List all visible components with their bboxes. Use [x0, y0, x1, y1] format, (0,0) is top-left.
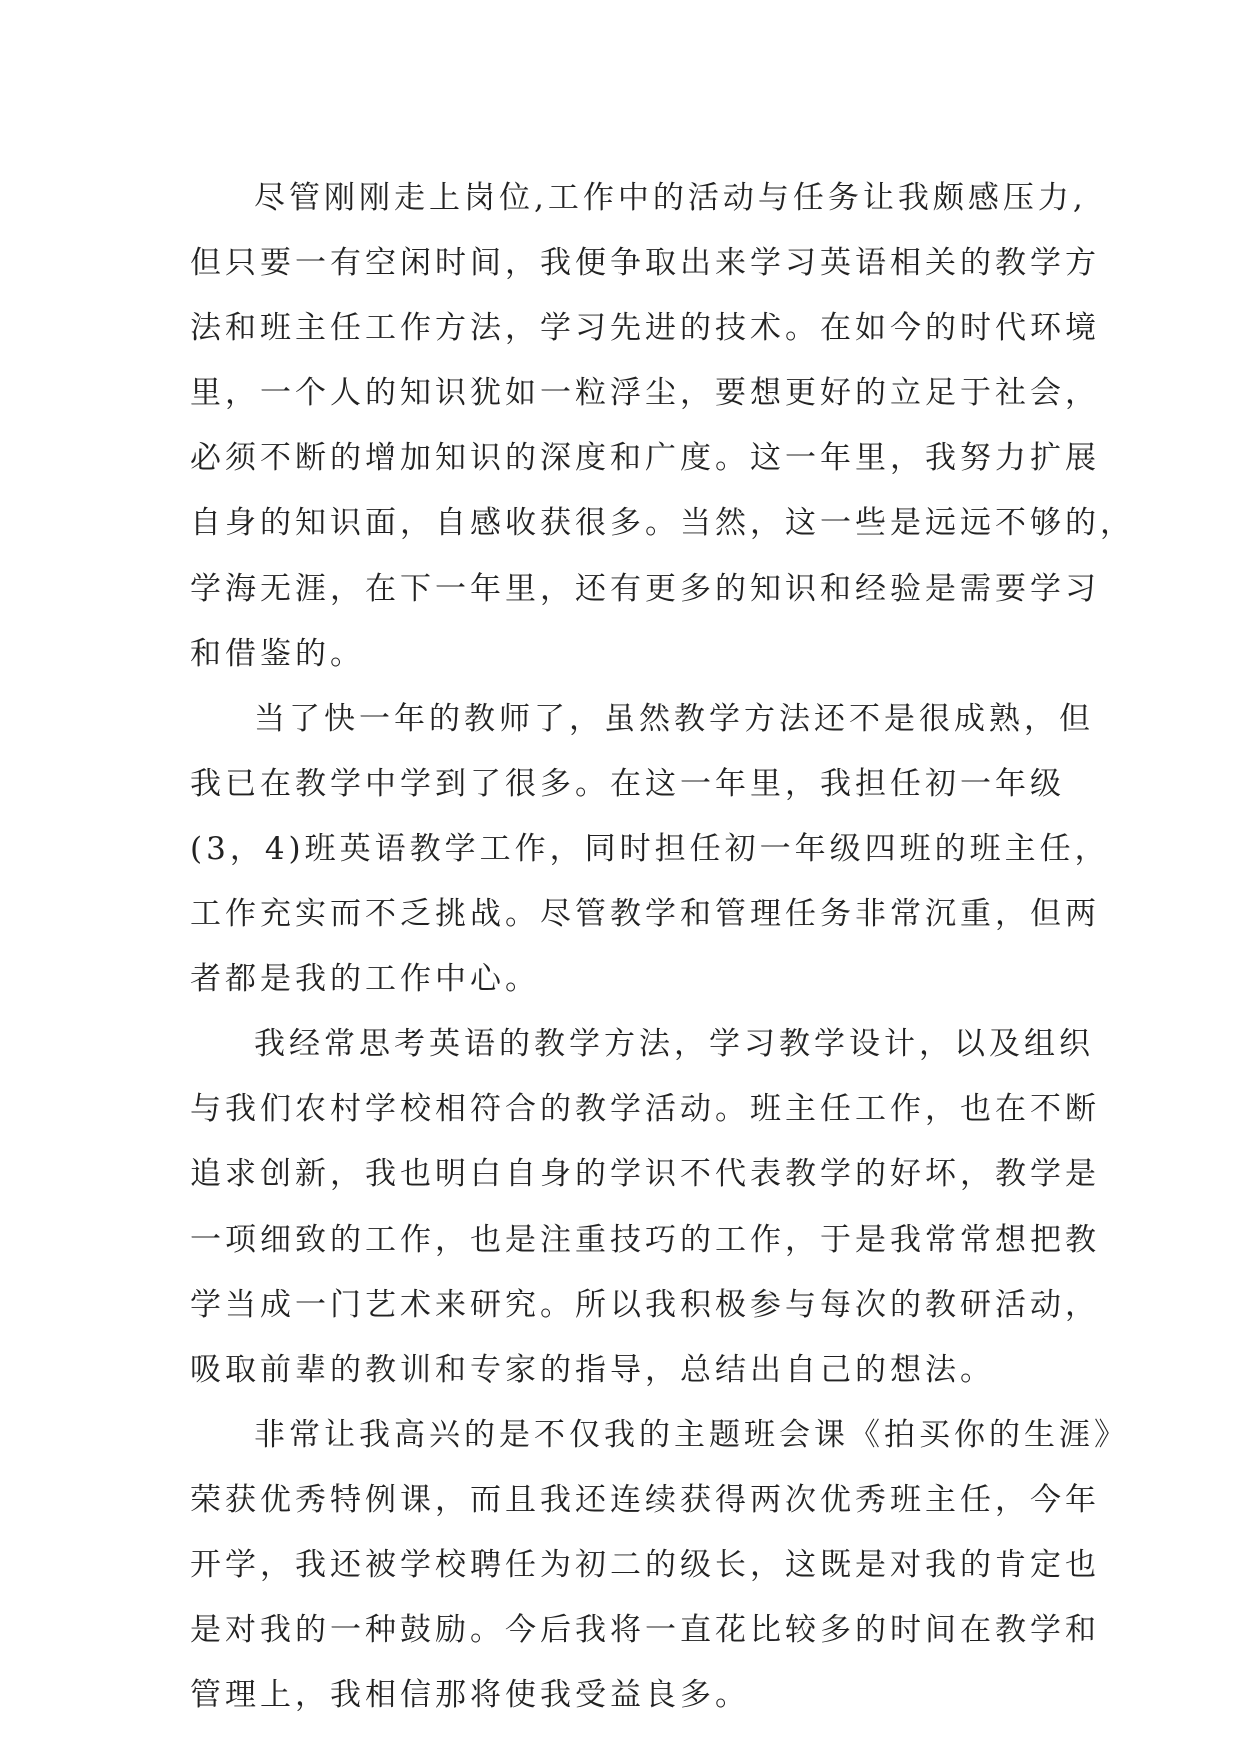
document-body: [190, 166, 1135, 1728]
text-line: (3，4)班英语教学工作，同时担任初一年级四班的班主任，: [190, 830, 1110, 867]
text-line: 追求创新，我也明白自身的学识不代表教学的好坏，教学是: [190, 1156, 1100, 1193]
text-line: 吸取前辈的教训和专家的指导，总结出自己的想法。: [190, 1351, 995, 1388]
text-line: 一项细致的工作，也是注重技巧的工作，于是我常常想把教: [190, 1221, 1100, 1258]
text-line: 必须不断的增加知识的深度和广度。这一年里，我努力扩展: [190, 440, 1100, 477]
text-line: 非常让我高兴的是不仅我的主题班会课《拍买你的生涯》: [254, 1416, 1129, 1453]
text-line: 管理上，我相信那将使我受益良多。: [190, 1677, 750, 1714]
paragraph-1: [190, 166, 1135, 687]
paragraph-2: [190, 687, 1110, 1012]
text-line: 自身的知识面，自感收获很多。当然，这一些是远远不够的，: [190, 505, 1135, 542]
text-line: 当了快一年的教师了，虽然教学方法还不是很成熟，但: [254, 700, 1094, 737]
text-line: 和借鉴的。: [190, 635, 365, 672]
text-line: 学当成一门艺术来研究。所以我积极参与每次的教研活动，: [190, 1286, 1100, 1323]
paragraph-4: [190, 1403, 1129, 1728]
text-line: 里，一个人的知识犹如一粒浮尘，要想更好的立足于社会，: [190, 375, 1100, 412]
text-line: 我经常思考英语的教学方法，学习教学设计，以及组织: [254, 1026, 1094, 1063]
text-line: 我已在教学中学到了很多。在这一年里，我担任初一年级: [190, 765, 1065, 802]
text-line: 者都是我的工作中心。: [190, 961, 540, 998]
text-line: 工作充实而不乏挑战。尽管教学和管理任务非常沉重，但两: [190, 896, 1100, 933]
text-line: 荣获优秀特例课，而且我还连续获得两次优秀班主任，今年: [190, 1481, 1100, 1518]
text-line: 但只要一有空闲时间，我便争取出来学习英语相关的教学方: [190, 245, 1100, 282]
text-line: 开学，我还被学校聘任为初二的级长，这既是对我的肯定也: [190, 1546, 1100, 1583]
text-line: 学海无涯，在下一年里，还有更多的知识和经验是需要学习: [190, 570, 1100, 607]
text-line: 与我们农村学校相符合的教学活动。班主任工作，也在不断: [190, 1091, 1100, 1128]
text-line: 尽管刚刚走上岗位,工作中的活动与任务让我颇感压力,: [254, 180, 1087, 216]
text-line: 是对我的一种鼓励。今后我将一直花比较多的时间在教学和: [190, 1612, 1100, 1649]
paragraph-3: [190, 1012, 1100, 1403]
text-line: 法和班主任工作方法，学习先进的技术。在如今的时代环境: [190, 310, 1100, 347]
